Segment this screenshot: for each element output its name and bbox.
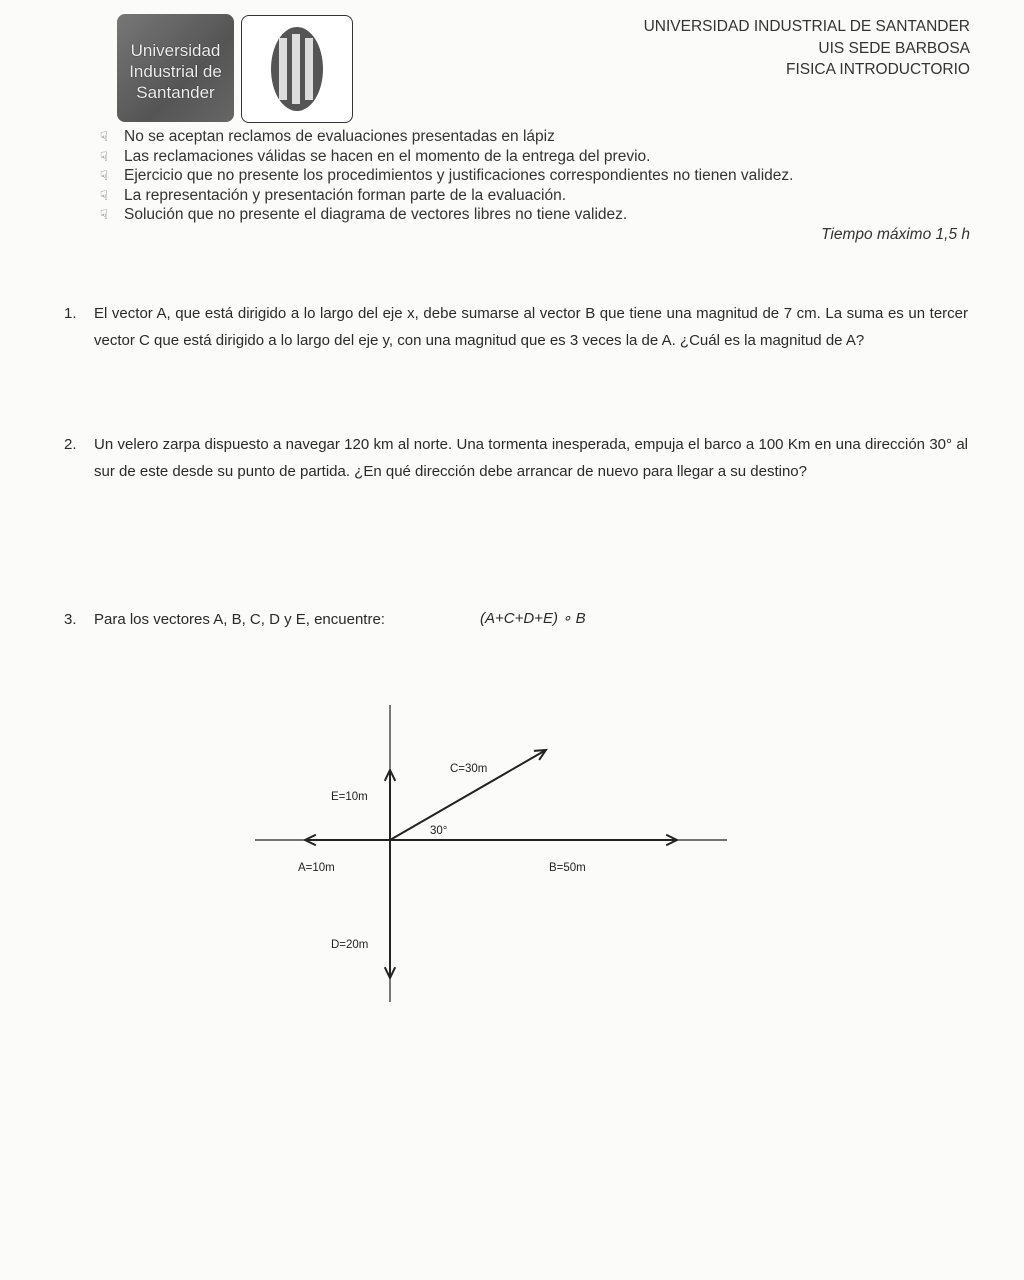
label-a: A=10m xyxy=(298,862,335,874)
rule-item: ☟ Ejercicio que no presente los procedimientos y justificaciones correspondientes no tienen validez. xyxy=(100,167,794,184)
header-line: FISICA INTRODUCTORIO xyxy=(785,61,970,78)
rule-item: ☟ Solución que no presente el diagrama de vectores libres no tiene validez. xyxy=(100,206,628,223)
pointing-hand-icon: ☟ xyxy=(100,187,108,203)
question-1: 1. El vector A, que está dirigido a lo largo del eje x, debe sumarse al vector B que tiene una magnitud de 7 cm. La suma es un tercer vector C que está dirigido a lo largo del eje y, con una magnitud que es 3 veces la de A. ¿Cuál es la magnitud de A? xyxy=(64,305,968,349)
university-logo-text: Universidad Industrial de Santander xyxy=(117,14,234,122)
label-angle: 30° xyxy=(430,825,448,837)
label-e: E=10m xyxy=(331,791,368,803)
rule-item: ☟ La representación y presentación forman parte de la evaluación. xyxy=(100,186,567,204)
label-c: C=30m xyxy=(450,763,488,775)
pointing-hand-icon: ☟ xyxy=(100,207,108,222)
header-line: UIS SEDE BARBOSA xyxy=(818,39,970,57)
question-2: 2. Un velero zarpa dispuesto a navegar 120 km al norte. Una tormenta inesperada, empuja el barco a 100 Km en una dirección 30° al sur de este desde su punto de partida. ¿En qué dirección debe arrancar de nuevo para llegar a su destino? xyxy=(64,436,968,480)
pointing-hand-icon: ☟ xyxy=(100,148,108,164)
pointing-hand-icon: ☟ xyxy=(100,129,108,144)
question-3: 3. Para los vectores A, B, C, D y E, encuentre: xyxy=(64,611,385,628)
rule-item: ☟ Las reclamaciones válidas se hacen en el momento de la entrega del previo. xyxy=(100,147,651,165)
header-line: UNIVERSIDAD INDUSTRIAL DE SANTANDER xyxy=(643,18,970,35)
pointing-hand-icon: ☟ xyxy=(100,168,108,183)
rule-item: ☟ No se aceptan reclamos de evaluaciones presentadas en lápiz xyxy=(100,128,555,145)
max-time: Tiempo máximo 1,5 h xyxy=(821,226,970,243)
formula: (A+C+D+E) ∘ B xyxy=(480,610,586,627)
label-b: B=50m xyxy=(549,862,586,874)
label-d: D=20m xyxy=(331,939,369,951)
